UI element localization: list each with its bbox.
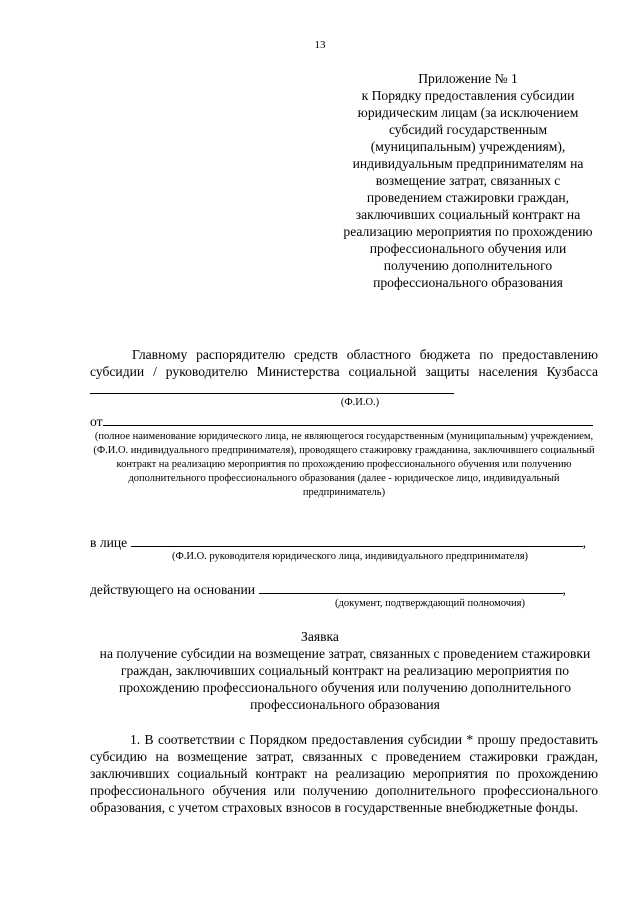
in-person-label: в лице: [90, 535, 128, 550]
acting-row: [90, 580, 566, 598]
paragraph-1: 1. В соответствии с Порядком предоставления субсидии * прошу предоставить субсидию на возмещение затрат, связанных с проведением стажировки граждан, заключивших социальный контракт на реализацию мероприятия по прохождению профессионального обучения или получению дополнительного профессионального образования, с учетом страховых взносов в государственные внебюджетные фонды.: [90, 732, 598, 815]
appendix-header: [338, 70, 598, 291]
in-person-line[interactable]: [131, 533, 583, 547]
from-row: [90, 412, 593, 430]
appendix-title: Приложение № 1: [418, 71, 518, 86]
from-line[interactable]: [103, 412, 593, 426]
request-title: Заявка: [301, 629, 339, 644]
addressee-hint: (Ф.И.О.): [340, 397, 380, 408]
acting-hint: (документ, подтверждающий полномочия): [335, 598, 525, 609]
from-label: от: [90, 414, 103, 429]
acting-line[interactable]: [259, 580, 563, 594]
in-person-row: [90, 533, 586, 551]
acting-label: действующего на основании: [90, 582, 256, 597]
addressee-text: Главному распорядителю средств областного бюджета по предоставлению субсидии / руководителю Министерства социальной защиты населения Кузбасса: [90, 347, 598, 379]
addressee-name-line[interactable]: [90, 380, 454, 394]
acting-comma: ,: [562, 582, 566, 597]
addressee-block: [90, 346, 598, 398]
appendix-text: к Порядку предоставления субсидии юридическим лицам (за исключением субсидий государственным (муниципальным) учреждениям), индивидуальным предпринимателям на возмещение затрат, связанных с проведением стажировки граждан, заключивших социальный контракт на реализацию мероприятия по прохождению профессионального обучения или получению дополнительного профессионального образования: [343, 88, 593, 290]
page-number: 13: [314, 39, 326, 51]
in-person-hint: (Ф.И.О. руководителя юридического лица, индивидуального предпринимателя): [171, 551, 529, 562]
from-hint: (полное наименование юридического лица, не являющегося государственным (муниципальным) учреждением, (Ф.И.О. индивидуального предпринимателя), проводящего стажировку гражданина, заключившего социальный контракт на реализацию мероприятия по прохождению профессионального обучения или получению дополнительного профессионального образования (далее - юридическое лицо, индивидуальный предприниматель): [93, 431, 595, 498]
request-description: на получение субсидии на возмещение затрат, связанных с проведением стажировки граждан, заключивших социальный контракт на реализацию мероприятия по прохождению профессионального обучения или получению дополнительного профессионального образования: [99, 646, 591, 712]
in-person-comma: ,: [582, 535, 586, 550]
